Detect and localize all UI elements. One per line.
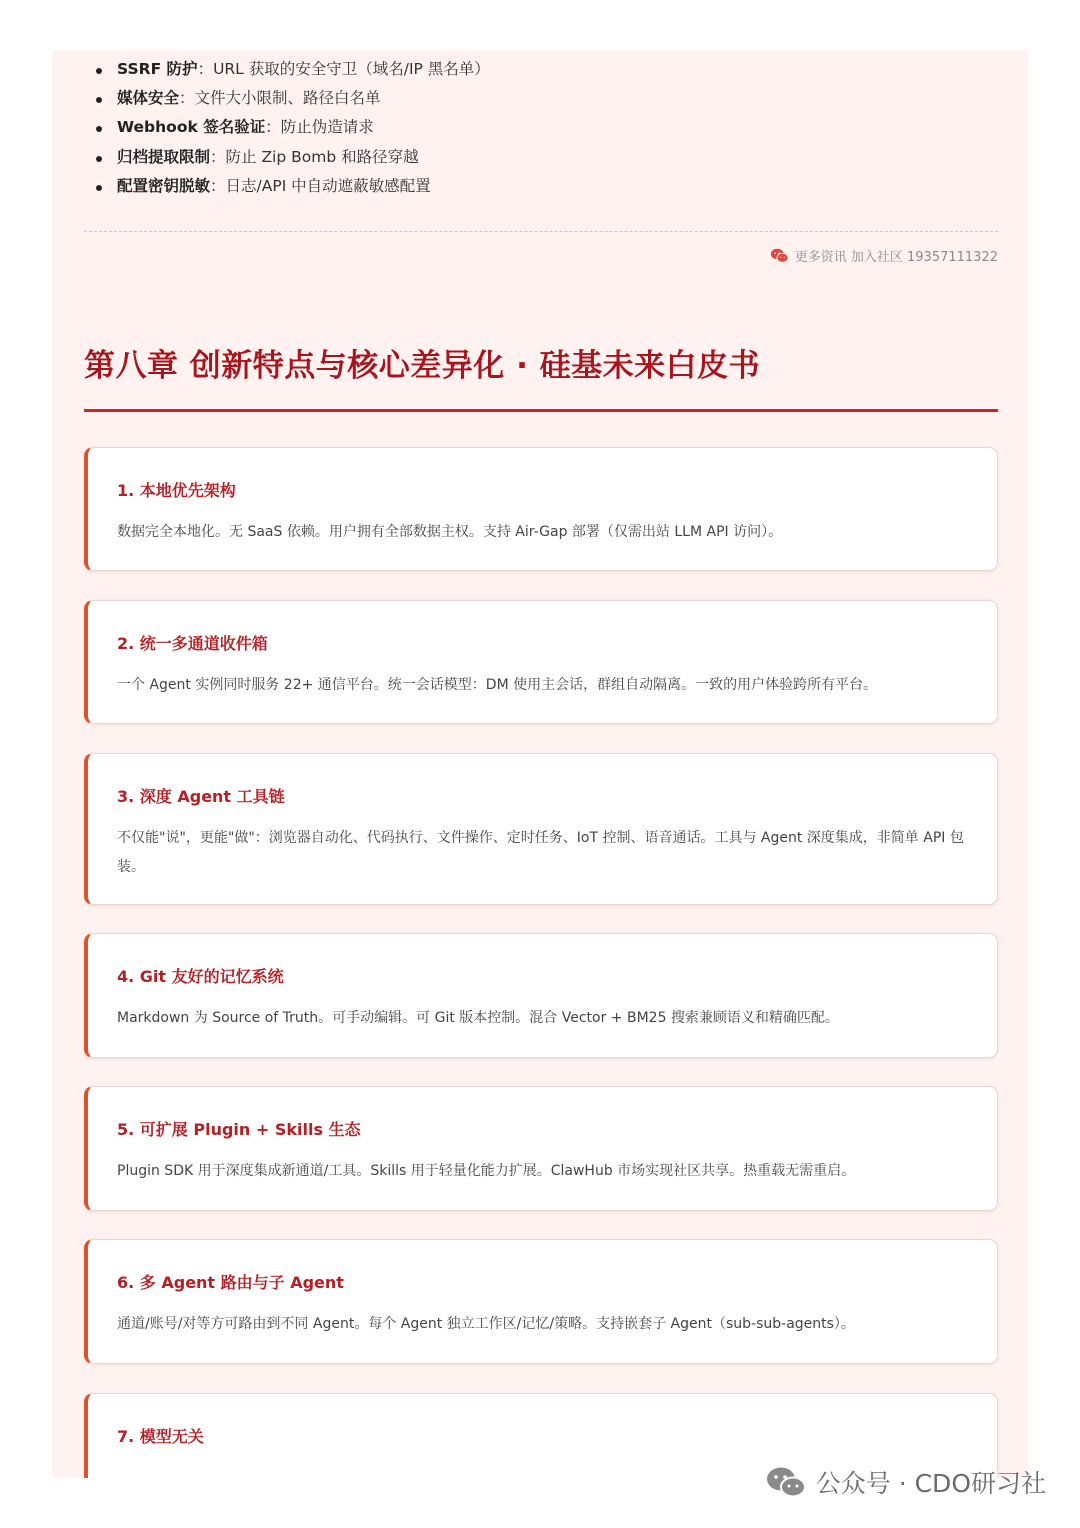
card-title: 7. 模型无关 <box>117 1427 204 1446</box>
bullet-item <box>96 113 490 142</box>
bullet-label: 媒体安全 <box>117 89 180 108</box>
bullet-text: ：防止伪造请求 <box>265 118 374 137</box>
bullet-item <box>96 172 490 201</box>
bullet-label: 归档提取限制 <box>117 147 211 166</box>
card-title: 3. 深度 Agent 工具链 <box>117 787 285 806</box>
bullet-label: SSRF 防护 <box>117 60 198 78</box>
card-title: 5. 可扩展 Plugin + Skills 生态 <box>117 1120 361 1139</box>
community-link[interactable] <box>770 246 998 265</box>
card-title: 2. 统一多通道收件箱 <box>117 634 268 653</box>
card-title: 4. Git 友好的记忆系统 <box>117 967 284 986</box>
bullet-text: ：日志/API 中自动遮蔽敏感配置 <box>210 176 431 195</box>
feature-card <box>84 600 998 724</box>
wechat-icon <box>770 248 789 263</box>
card-description: Markdown 为 Source of Truth。可手动编辑。可 Git 版本控制。混合 Vector + BM25 搜索兼顾语义和精确匹配。 <box>117 1010 839 1026</box>
chapter-title: 第八章 创新特点与核心差异化 · 硅基未来白皮书 <box>84 348 761 384</box>
feature-card <box>84 933 998 1058</box>
feature-card <box>84 447 998 571</box>
card-description: 通道/账号/对等方可路由到不同 Agent。每个 Agent 独立工作区/记忆/策略。支持嵌套子 Agent（sub-sub-agents）。 <box>117 1316 855 1332</box>
document-page <box>52 50 1028 1478</box>
card-title: 6. 多 Agent 路由与子 Agent <box>117 1273 344 1292</box>
wechat-icon <box>766 1466 806 1498</box>
bullet-item <box>96 84 490 113</box>
feature-card <box>84 1239 998 1364</box>
card-description: 不仅能"说"，更能"做"：浏览器自动化、代码执行、文件操作、定时任务、IoT 控制、语音通话。工具与 Agent 深度集成，非简单 API 包装。 <box>117 830 964 875</box>
feature-card <box>84 753 998 905</box>
watermark <box>766 1464 1046 1500</box>
section-divider <box>84 231 998 232</box>
card-title: 1. 本地优先架构 <box>117 481 236 500</box>
bullet-item <box>96 55 490 84</box>
watermark-text: 公众号 · CDO研习社 <box>815 1469 1046 1498</box>
card-description: Plugin SDK 用于深度集成新通道/工具。Skills 用于轻量化能力扩展。ClawHub 市场实现社区共享。热重载无需重启。 <box>117 1163 856 1179</box>
card-description: 数据完全本地化。无 SaaS 依赖。用户拥有全部数据主权。支持 Air-Gap 部署（仅需出站 LLM API 访问）。 <box>117 524 783 540</box>
bullet-text: ：URL 获取的安全守卫（域名/IP 黑名单） <box>197 60 490 78</box>
title-underline <box>84 409 998 412</box>
bullet-text: ：文件大小限制、路径白名单 <box>179 89 381 108</box>
bullet-label: 配置密钥脱敏 <box>117 176 211 195</box>
feature-card <box>84 1086 998 1211</box>
security-bullet-list <box>96 55 490 201</box>
card-description: 一个 Agent 实例同时服务 22+ 通信平台。统一会话模型：DM 使用主会话，群组自动隔离。一致的用户体验跨所有平台。 <box>117 677 878 693</box>
bullet-label: Webhook 签名验证 <box>117 118 266 137</box>
bullet-text: ：防止 Zip Bomb 和路径穿越 <box>210 147 419 166</box>
bullet-item <box>96 143 490 172</box>
community-text: 更多资讯 加入社区 19357111322 <box>794 250 998 265</box>
